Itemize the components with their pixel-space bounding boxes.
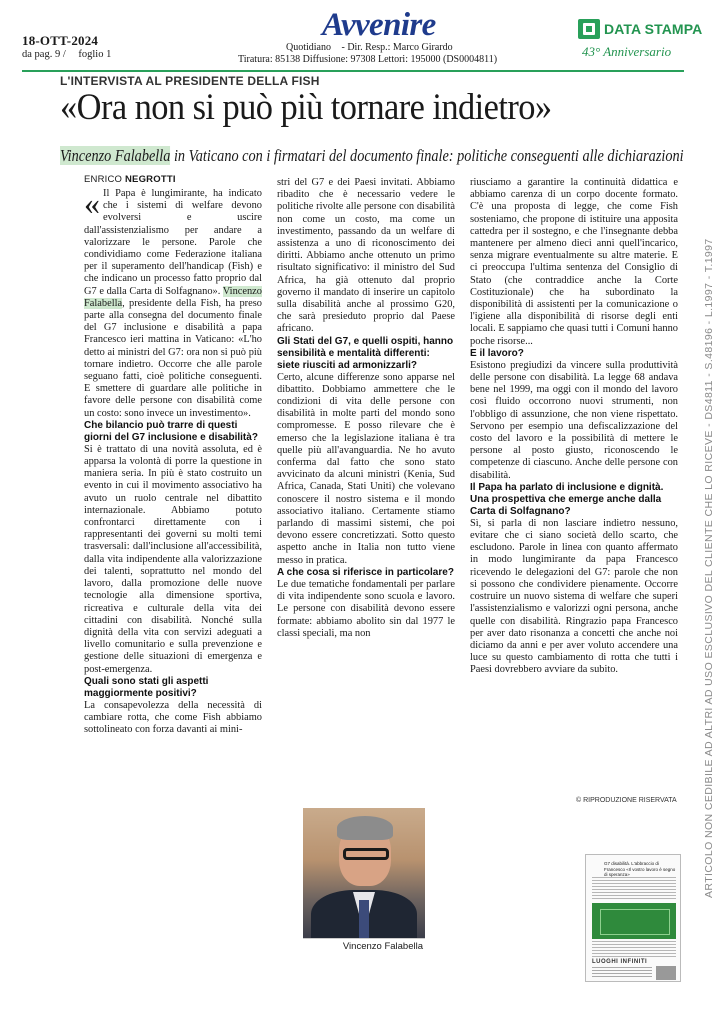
interview-question: Il Papa ha parlato di inclusione e dignità. Una prospettiva che emerge anche dalla Carta di Solfagnano?: [470, 481, 664, 517]
publication-meta: [238, 42, 497, 66]
subhead-highlighted-name: Vincenzo Falabella: [60, 146, 171, 165]
opening-quote-mark: «: [84, 188, 100, 221]
interview-question: Gli Stati del G7, e quelli ospiti, hanno sensibilità e mentalità differenti: siete riusciti ad armonizzarli?: [277, 335, 454, 371]
side-usage-notice: ARTICOLO NON CEDIBILE AD ALTRI AD USO ESCLUSIVO DEL CLIENTE CHE LO RICEVE - DS4811 - S.48196 - L.1997 - T.1997: [703, 238, 715, 898]
article-column-2: [277, 177, 455, 783]
photo-caption: Vincenzo Falabella: [303, 938, 425, 954]
portrait-photo: [303, 808, 425, 938]
paragraph: La consapevolezza della necessità di cambiare rotta, che come Fish abbiamo sottolineato con forza davanti ai mini-: [84, 699, 262, 736]
byline-last-name: NEGROTTI: [125, 174, 176, 185]
copyright-notice: © RIPRODUZIONE RISERVATA: [576, 797, 677, 804]
paragraph: Sì, si parla di non lasciare indietro nessuno, evitare che ci siano società dello scarto, che escludono. Parole in linea con quanto affermato in modo lungimirante da papa Francesco ricevendo le delegazioni del G7: parole che non si possono che condividere pienamente. Occorre costruire un nuovo sistema di welfare che superi l'assistenzialismo e valorizzi ogni persona, anche quelle con disabilità. Ringrazio papa Francesco per aver dato risonanza a concetti che anche noi diciamo da anni e per aver voluto accendere una luce su questo cambiamento di rotta che tutti i Paesi dovrebbero avviare da subito.: [470, 517, 678, 676]
publication-date: 18-OTT-2024: [22, 33, 99, 48]
article-kicker: L'INTERVISTA AL PRESIDENTE DELLA FISH: [60, 74, 320, 88]
article-column-3: [470, 177, 678, 789]
paragraph: Certo, alcune differenze sono apparse nel dibattito. Dobbiamo ammettere che le condizioni di vita delle persone con disabilità in molte parti del mondo sono compromesse. E posso rilevare che è emerso che la legislazione italiana è tra quelle più all'avanguardia. Ne ho avuto conferma dal fatto che sono stato avvicinato da alcuni ministri (Kenia, Sud Africa, Canada, Stati Uniti) che volevano conoscere il nostro sistema e il mondo associativo italiano. Certamente stiamo parlando di massimi sistemi, che poi devono essere concretizzati. Sotto questo aspetto anche in Italia non tutto viene messo in pratica.: [277, 371, 455, 566]
article-subhead: [60, 145, 684, 167]
paragraph: « Il Papa è lungimirante, ha indicato che i sistemi di welfare devono evolversi e uscire dall'assistenzialismo per andare a valorizzare le persone. Parole che condividiamo come Federazione italiana per il superamento dell'handicap (Fish) e che indicano un processo fatto proprio dal G7 e dalla Carta di Solfagnano». Vincenzo Falabella, presidente della Fish, ha preso parte alla consegna del documento finale del G7 inclusione e disabilità a papa Francesco ieri mattina in Vaticano: «L'ho detto ai ministri del G7: ora non si può più tornare indietro. Occorre che alle parole seguano fatti, cioè politiche conseguenti. E smettere di guardare alle politiche in favore delle persone con disabilità come un costo: sono invece un investimento».: [84, 188, 262, 419]
thumbnail-footer: LUOGHI INFINITI: [592, 959, 648, 965]
page-thumbnail: [585, 854, 681, 982]
header-left: [22, 34, 121, 62]
thumbnail-title: G7 disabilità. L'abbraccio di Francesco «Il vostro lavoro è segno di speranza»: [604, 861, 676, 877]
meta-stats: Tiratura: 85138 Diffusione: 97308 Lettori: 195000 (DS0004811): [238, 54, 498, 65]
thumbnail-green-graphic: [592, 903, 676, 939]
paragraph: riusciamo a garantire la continuità didattica e abbiamo carenza di un corpo docente formato. C'è una proposta di legge, che come Fish sosteniamo, che propone di istituire una apposita cattedra per il sostegno, e che l'insegnante debba mantenere per almeno dieci anni quell'incarico, senza migrare eventualmente su altre materie. E ci preoccupa l'ultima sentenza del Consiglio di Stato (che contraddice anche la Corte Costituzionale) che ha subordinato la disponibilità di assistenti per la comunicazione o l'igiene alla disponibilità di risorse degli enti locali. E sappiamo che quasi tutti i Comuni hanno poche risorse...: [470, 177, 678, 347]
paragraph: Si è trattato di una novità assoluta, ed è apparsa la volontà di porre la questione in maniera seria. In più è stato costruito un evento in cui il movimento associativo ha avuto un ruolo centrale nel dibattito internazionale. Abbiamo potuto confrontarci direttamente con i rappresentanti dei governi su molti temi trasversali: dall'inclusione all'accessibilità, dalla vita indipendente alla valorizzazione dei talenti, soprattutto nel mondo del lavoro, dalla promozione delle nuove tecnologie alla dimensione sportiva, ricreativa e culturale della vita dei cittadini con disabilità. Nonché sulla dignità della vita con servizi adeguati a livello comunitario e sulla prevenzione e gestione delle situazioni di emergenza e post-emergenza.: [84, 443, 262, 675]
anniversary-label: 43° Anniversario: [582, 44, 672, 59]
paragraph: Le due tematiche fondamentali per parlare di vita indipendente sono scuola e lavoro. Le persone con disabilità devono essere formate: abbiamo abolito sin dal 1977 le classi speciali, ma non: [277, 578, 455, 639]
subhead-text: in Vaticano con i firmatari del documento finale: politiche conseguenti alle dichiarazioni: [170, 146, 684, 165]
page-info: [22, 48, 121, 62]
paragraph: Esistono pregiudizi da vincere sulla produttività delle persone con disabilità. La legge 68 andava bene nel 1999, ma oggi con il mondo del lavoro così fluido occorrono nuovi strumenti, non l'obbligo di assunzione, che non viene rispettato. Servono per esempio una defiscalizzazione del costo del lavoro e la possibilità di mettere le persone al posto giusto, riconoscendo le competenze di ciascuno. Anche delle persone con disabilità.: [470, 359, 678, 481]
interview-question: Che bilancio può trarre di questi giorni del G7 inclusione e disabilità?: [84, 419, 258, 443]
byline-first-name: ENRICO: [84, 174, 125, 185]
paragraph: stri del G7 e dei Paesi invitati. Abbiamo ribadito che è necessario vedere le politiche rivolte alle persone con disabilità non come un costo, ma come un investimento, passando da un welfare di assistenza a uno di riconoscimento dei diritti. Abbiamo anche ottenuto un primo risultato significativo: il ministro del Sud Africa, ha già ottenuto dal proprio governo il mandato di inserire un capitolo sulla disabilità anche al prossimo G20, che sarà presieduto proprio dal Paese africano.: [277, 177, 455, 335]
article-column-1: [84, 188, 262, 772]
highlighted-name: Vincenzo Falabella: [84, 285, 262, 309]
data-stampa-logo-icon: [578, 19, 600, 39]
header-divider: [22, 70, 684, 72]
sheet-number: foglio 1: [78, 49, 112, 60]
data-stampa-brand: DATA STAMPA: [604, 21, 703, 37]
interview-question: E il lavoro?: [470, 347, 524, 359]
newspaper-masthead: Avvenire: [322, 7, 436, 43]
meta-type: Quotidiano: [286, 42, 331, 53]
page-range: da pag. 9 /: [22, 49, 66, 60]
article-headline: «Ora non si può più tornare indietro»: [60, 87, 552, 128]
glasses-icon: [343, 848, 389, 860]
interview-question: A che cosa si riferisce in particolare?: [277, 566, 454, 578]
thumbnail-photo: [656, 966, 676, 980]
meta-director: - Dir. Resp.: Marco Girardo: [341, 42, 453, 53]
interview-question: Quali sono stati gli aspetti maggiormente positivi?: [84, 675, 209, 699]
article-byline: [84, 174, 176, 185]
